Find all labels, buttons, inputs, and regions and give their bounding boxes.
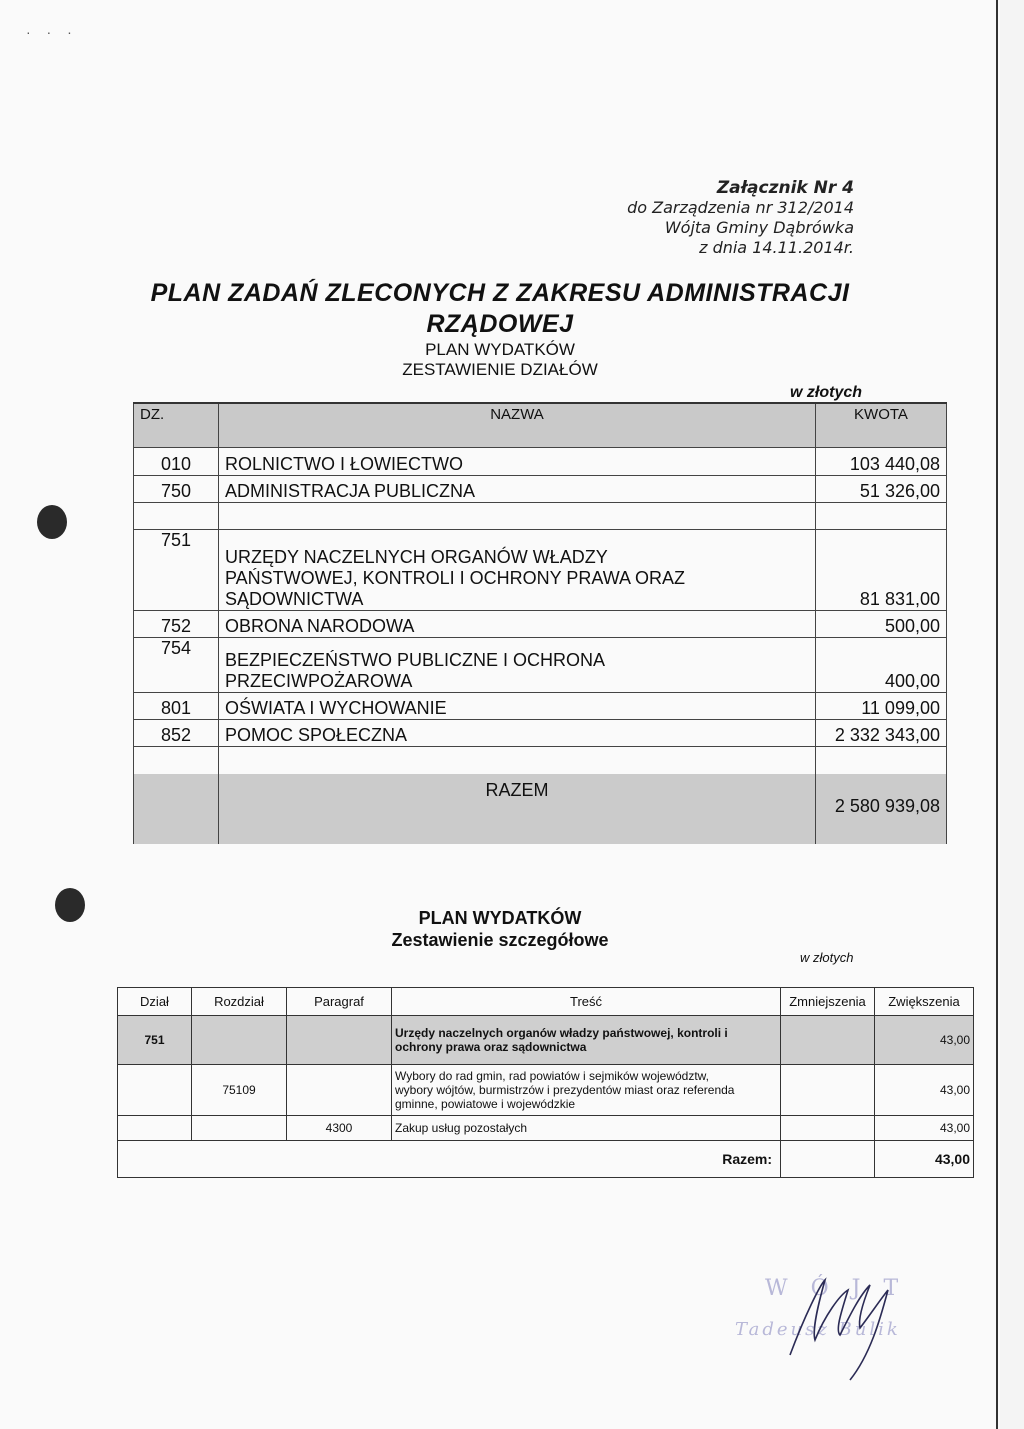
cell-nazwa: OŚWIATA I WYCHOWANIE xyxy=(219,692,816,719)
header-tresc: Treść xyxy=(392,988,781,1016)
attachment-number: Załącznik Nr 4 xyxy=(716,178,854,198)
cell-nazwa-line: PAŃSTWOWEJ, KONTROLI I OCHRONY PRAWA ORAZ xyxy=(225,567,686,588)
stamp-line1: W Ó J T xyxy=(765,1276,907,1301)
main-title-line2: RZĄDOWEJ xyxy=(426,310,574,338)
table-row xyxy=(134,719,947,746)
cell-zwiekszenia: 43,00 xyxy=(875,1116,974,1141)
main-title-line1: PLAN ZADAŃ ZLECONYCH Z ZAKRESU ADMINISTRACJI xyxy=(150,279,850,307)
paragraf-row xyxy=(118,1116,974,1141)
cell-kwota: 2 332 343,00 xyxy=(816,719,947,746)
attachment-note xyxy=(627,178,854,258)
signature-icon xyxy=(730,1260,930,1390)
attachment-order: do Zarządzenia nr 312/2014 xyxy=(627,198,854,217)
cell-rozdzial: 75109 xyxy=(192,1065,287,1116)
header-rozdzial: Rozdział xyxy=(192,988,287,1016)
cell-nazwa-line: SĄDOWNICTWA xyxy=(225,588,364,609)
cell-nazwa-line: URZĘDY NACZELNYCH ORGANÓW WŁADZY xyxy=(225,546,608,567)
header-nazwa: NAZWA xyxy=(219,403,816,447)
cell-nazwa: POMOC SPOŁECZNA xyxy=(219,719,816,746)
punch-hole-bottom xyxy=(55,888,85,922)
departments-table xyxy=(133,402,947,844)
cell-dz: 751 xyxy=(134,529,219,610)
cell-nazwa-line: BEZPIECZEŃSTWO PUBLICZNE I OCHRONA xyxy=(225,649,606,670)
header-dz: DZ. xyxy=(134,403,219,447)
cell-tresc: Zakup usług pozostałych xyxy=(392,1116,781,1141)
cell-kwota: 51 326,00 xyxy=(816,475,947,502)
cell-dz: 852 xyxy=(134,719,219,746)
total-row xyxy=(134,774,947,844)
cell-dz: 752 xyxy=(134,610,219,637)
header-paragraf: Paragraf xyxy=(287,988,392,1016)
cell-zwiekszenia: 43,00 xyxy=(875,1065,974,1116)
details-total-value: 43,00 xyxy=(875,1141,974,1178)
cell-dz: 754 xyxy=(134,637,219,692)
total-value: 2 580 939,08 xyxy=(816,774,947,844)
subtitle-plan: PLAN WYDATKÓW xyxy=(425,340,575,359)
dzial-row xyxy=(118,1016,974,1065)
cell-kwota: 11 099,00 xyxy=(816,692,947,719)
stamp-line2: Tadeusz Bulik xyxy=(735,1319,901,1340)
details-table xyxy=(117,987,974,1178)
subtitle-summary: ZESTAWIENIE DZIAŁÓW xyxy=(402,360,598,379)
punch-hole-top xyxy=(37,505,67,539)
cell-tresc-line: gminne, powiatowe i wojewódzkie xyxy=(395,1097,576,1111)
header-kwota: KWOTA xyxy=(816,403,947,447)
cell-dz: 801 xyxy=(134,692,219,719)
page-edge xyxy=(996,0,998,1429)
section2-subtitle: Zestawienie szczegółowe xyxy=(391,930,609,950)
attachment-issuer: Wójta Gminy Dąbrówka xyxy=(664,218,854,237)
cell-nazwa-line: PRZECIWPOŻAROWA xyxy=(225,670,413,691)
official-stamp xyxy=(730,1260,930,1390)
header-zmniejszenia: Zmniejszenia xyxy=(781,988,875,1016)
cell-zwiekszenia: 43,00 xyxy=(875,1016,974,1065)
details-total-row xyxy=(118,1141,974,1178)
unit-label: w złotych xyxy=(790,384,863,401)
scan-specks: · · · xyxy=(26,24,78,40)
cell-tresc-line: Urzędy naczelnych organów władzy państwowej, kontroli i xyxy=(395,1026,728,1040)
cell-tresc-line: Wybory do rad gmin, rad powiatów i sejmików województw, xyxy=(395,1069,710,1083)
attachment-date: z dnia 14.11.2014r. xyxy=(699,238,854,257)
cell-kwota: 103 440,08 xyxy=(816,447,947,475)
cell-nazwa: ROLNICTWO I ŁOWIECTWO xyxy=(219,447,816,475)
cell-tresc-line: wybory wójtów, burmistrzów i prezydentów miast oraz referenda xyxy=(395,1083,735,1097)
cell-nazwa xyxy=(219,529,816,610)
cell-kwota: 81 831,00 xyxy=(816,529,947,610)
table-row xyxy=(134,447,947,475)
cell-tresc xyxy=(392,1016,781,1065)
total-label: RAZEM xyxy=(219,774,816,844)
table-row xyxy=(134,475,947,502)
table-row xyxy=(134,637,947,692)
rozdzial-row xyxy=(118,1065,974,1116)
cell-tresc xyxy=(392,1065,781,1116)
cell-paragraf: 4300 xyxy=(287,1116,392,1141)
cell-nazwa: ADMINISTRACJA PUBLICZNA xyxy=(219,475,816,502)
spacer-row xyxy=(134,746,947,774)
section2-title: PLAN WYDATKÓW xyxy=(418,908,582,928)
table-row xyxy=(134,610,947,637)
cell-kwota: 500,00 xyxy=(816,610,947,637)
cell-nazwa xyxy=(219,637,816,692)
table-row xyxy=(134,692,947,719)
cell-nazwa: OBRONA NARODOWA xyxy=(219,610,816,637)
section2-unit: w złotych xyxy=(800,950,854,965)
table-row xyxy=(134,529,947,610)
table-header-row xyxy=(134,403,947,447)
cell-kwota: 400,00 xyxy=(816,637,947,692)
header-dzial: Dział xyxy=(118,988,192,1016)
cell-dz: 010 xyxy=(134,447,219,475)
details-header-row xyxy=(118,988,974,1016)
details-total-label: Razem: xyxy=(118,1141,781,1178)
cell-dz: 750 xyxy=(134,475,219,502)
spacer-row xyxy=(134,502,947,529)
header-zwiekszenia: Zwiększenia xyxy=(875,988,974,1016)
cell-dzial: 751 xyxy=(118,1016,192,1065)
cell-tresc-line: ochrony prawa oraz sądownictwa xyxy=(395,1040,587,1054)
